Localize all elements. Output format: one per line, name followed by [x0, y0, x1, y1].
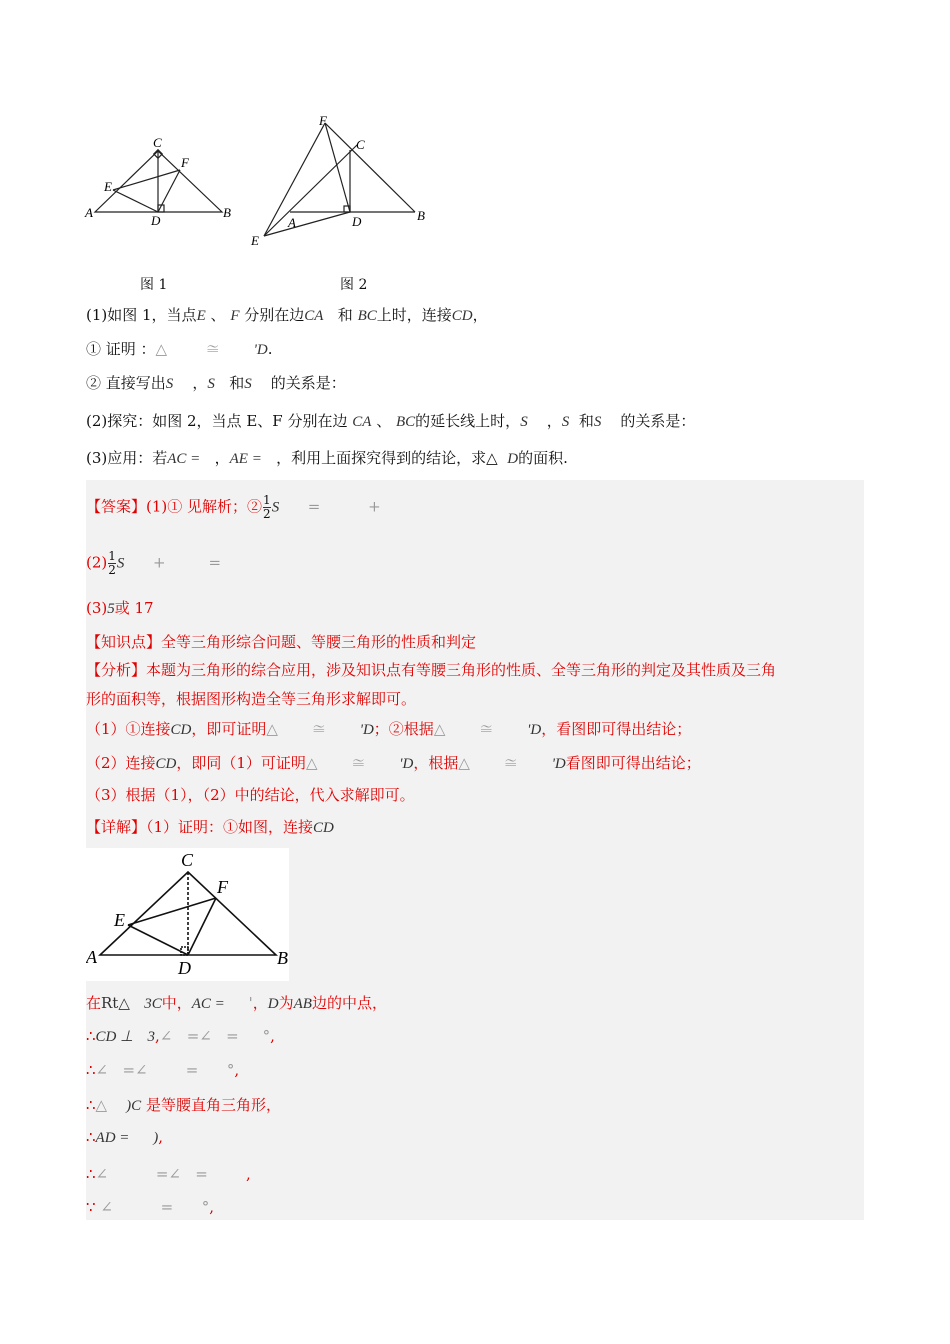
text-fragment: 和: [578, 412, 594, 430]
text-fragment: 和: [229, 374, 245, 392]
text-fragment: 看图即可得出结论；: [565, 754, 701, 772]
text-fragment: =: [226, 1027, 239, 1045]
text-fragment: (3): [86, 599, 108, 617]
text-fragment: CA: [304, 308, 324, 324]
text-fragment: =: [195, 1165, 208, 1183]
question-2: [86, 411, 695, 432]
text-fragment: ，: [472, 306, 488, 324]
label-b: B: [223, 205, 231, 220]
text-fragment: 'D: [359, 722, 374, 738]
text-fragment: D: [267, 996, 279, 1012]
text-fragment: 2: [108, 563, 116, 577]
text-fragment: ，利用上面探究得到的结论，求△: [276, 449, 498, 467]
text-fragment: ': [248, 994, 253, 1012]
text-fragment: =∠: [186, 1027, 212, 1045]
text-fragment: ∴: [86, 1096, 96, 1114]
text-fragment: 、: [210, 306, 226, 324]
text-fragment: (3)应用：若: [86, 449, 168, 467]
text-fragment: °: [201, 1198, 210, 1216]
text-fragment: ，: [214, 449, 230, 467]
text-fragment: ∠: [95, 1061, 109, 1079]
text-fragment: 或 17: [114, 599, 154, 617]
text-fragment: AD =: [95, 1130, 130, 1146]
text-fragment: AE =: [229, 451, 262, 467]
detail-line-7: [86, 1197, 214, 1217]
figure-1: [0, 0, 950, 300]
label-c2: C: [356, 137, 365, 152]
answer-3: [86, 598, 154, 619]
text-fragment: D: [507, 451, 519, 467]
text-fragment: ，: [546, 412, 562, 430]
text-fragment: =: [185, 1061, 199, 1079]
text-fragment: ，即同（1）可证明: [176, 754, 306, 772]
figure-1-caption: 图 1: [140, 277, 168, 293]
analysis-step-1: [86, 719, 691, 740]
detail-line-3: [86, 1060, 239, 1080]
text-fragment: BC: [357, 308, 377, 324]
text-fragment: ② 直接写出: [86, 374, 166, 392]
text-fragment: ≅: [478, 720, 494, 738]
label-e3: E: [114, 910, 125, 930]
text-fragment: ，根据: [413, 754, 459, 772]
text-fragment: ∴: [86, 1027, 96, 1045]
text-fragment: S: [207, 376, 215, 392]
text-fragment: △: [458, 754, 470, 772]
text-fragment: =∠: [122, 1061, 148, 1079]
label-d3: D: [178, 958, 191, 978]
text-fragment: △: [433, 720, 446, 738]
text-fragment: ，看图即可得出结论；: [541, 720, 692, 738]
text-fragment: CD: [313, 820, 334, 836]
text-fragment: +: [368, 497, 381, 516]
detail-line-5: [86, 1127, 163, 1148]
label-f: F: [181, 155, 189, 170]
label-a2: A: [288, 215, 296, 230]
text-fragment: ∠: [159, 1027, 173, 1045]
question-1: [86, 305, 488, 326]
text-fragment: 1: [108, 549, 116, 563]
figure-2-caption: 图 2: [340, 277, 368, 293]
text-fragment: 'D: [253, 342, 268, 358]
text-fragment: ，: [252, 994, 268, 1012]
text-fragment: 'D: [551, 756, 566, 772]
analysis-line-2: 形的面积等，根据图形构造全等三角形求解即可。: [86, 690, 417, 708]
text-fragment: ∵: [86, 1198, 96, 1216]
knowledge-point: 【知识点】全等三角形综合问题、等腰三角形的性质和判定: [86, 633, 477, 651]
text-fragment: 2: [263, 507, 271, 521]
text-fragment: =: [208, 553, 222, 572]
text-fragment: 1: [263, 493, 271, 507]
text-fragment: °: [226, 1061, 235, 1079]
text-fragment: ≅: [503, 754, 519, 772]
label-e: E: [104, 179, 112, 194]
text-fragment: +: [153, 553, 166, 572]
text-fragment: 和: [337, 306, 353, 324]
question-3: [86, 448, 568, 469]
text-fragment: 3: [147, 1029, 156, 1045]
text-fragment: 【详解】（1）证明：①如图，连接: [86, 818, 314, 836]
detail-line-6: [86, 1164, 251, 1184]
text-fragment: 分别在边: [244, 306, 305, 324]
text-fragment: 'D: [399, 756, 414, 772]
text-fragment: 3C: [144, 996, 162, 1012]
text-fragment: △: [155, 340, 168, 358]
analysis-line-1: 【分析】本题为三角形的综合应用，涉及知识点有等腰三角形的性质、全等三角形的判定及其性质及三角: [86, 661, 777, 679]
detail-line-2: [86, 1026, 275, 1047]
label-d: D: [151, 213, 161, 228]
text-fragment: Rt△: [101, 994, 130, 1012]
text-fragment: ∴: [86, 1061, 96, 1079]
text-fragment: ,: [155, 1027, 160, 1045]
label-e2: E: [251, 233, 259, 248]
text-fragment: =: [160, 1198, 174, 1216]
text-fragment: ≅: [205, 340, 221, 358]
text-fragment: ≅: [311, 720, 327, 738]
label-a3: A: [86, 947, 97, 967]
text-fragment: ≅: [350, 754, 366, 772]
text-fragment: ∴: [86, 1165, 96, 1183]
text-fragment: 的关系是：: [620, 412, 696, 430]
text-fragment: 的延长线上时，: [415, 412, 521, 430]
text-fragment: =∠: [155, 1165, 181, 1183]
text-fragment: BC: [396, 414, 416, 430]
answer-2: [86, 550, 221, 577]
text-fragment: AC =: [167, 451, 201, 467]
text-fragment: △: [95, 1096, 108, 1114]
text-fragment: 'D: [527, 722, 542, 738]
question-1b: [86, 373, 346, 394]
text-fragment: CD ⊥: [95, 1029, 134, 1045]
text-fragment: （2）连接: [86, 754, 156, 772]
detail-heading: [86, 817, 334, 838]
text-fragment: =: [307, 497, 321, 516]
text-fragment: ,: [270, 1027, 275, 1045]
answer-1: [86, 494, 381, 521]
text-fragment: S: [593, 414, 602, 430]
text-fragment: 为: [278, 994, 294, 1012]
text-fragment: S: [520, 414, 528, 430]
text-fragment: S: [165, 376, 174, 392]
text-fragment: 在: [86, 994, 102, 1012]
text-fragment: 中，: [161, 994, 192, 1012]
text-fragment: ，: [192, 374, 208, 392]
text-fragment: 【答案】: [86, 497, 147, 516]
text-fragment: 5: [107, 601, 115, 617]
detail-line-4: [86, 1095, 281, 1116]
text-fragment: ∠: [100, 1198, 113, 1216]
text-fragment: CA: [352, 414, 372, 430]
label-c3: C: [181, 850, 194, 870]
text-fragment: (1)如图 1，当点: [86, 306, 197, 324]
label-a: A: [85, 205, 93, 220]
detail-line-1: [86, 993, 387, 1014]
text-fragment: F: [230, 308, 240, 324]
text-fragment: S: [271, 499, 280, 516]
text-fragment: ① 证明 ：: [86, 340, 156, 358]
text-fragment: ,: [158, 1128, 164, 1146]
text-fragment: 的面积.: [518, 449, 568, 467]
text-fragment: ,: [209, 1198, 215, 1216]
text-fragment: )C: [126, 1098, 142, 1114]
text-fragment: (1)① 见解析；②: [146, 497, 263, 516]
text-fragment: △: [266, 720, 278, 738]
text-fragment: △: [305, 754, 318, 772]
label-f2: F: [319, 113, 327, 128]
text-fragment: S: [561, 414, 570, 430]
label-b3: B: [277, 948, 288, 968]
text-fragment: .: [267, 340, 273, 358]
analysis-step-2: [86, 753, 701, 774]
text-fragment: ，即可证明: [191, 720, 267, 738]
text-fragment: S: [116, 555, 125, 572]
label-c: C: [153, 135, 162, 150]
text-fragment: ,: [246, 1165, 251, 1183]
text-fragment: 的关系是：: [270, 374, 346, 392]
text-fragment: ∠: [95, 1165, 109, 1183]
text-fragment: ): [153, 1130, 159, 1146]
label-b2: B: [417, 208, 425, 223]
text-fragment: °: [262, 1027, 271, 1045]
text-fragment: CD: [155, 756, 177, 772]
text-fragment: 是等腰直角三角形，: [145, 1096, 281, 1114]
text-fragment: 上时，连接: [376, 306, 452, 324]
text-fragment: AC =: [191, 996, 225, 1012]
text-fragment: E: [196, 308, 206, 324]
text-fragment: ∴: [86, 1128, 96, 1146]
label-f3: F: [217, 877, 228, 897]
label-d2: D: [352, 214, 362, 229]
text-fragment: (2): [86, 553, 108, 572]
question-1a: [86, 339, 272, 360]
text-fragment: AB: [293, 996, 312, 1012]
text-fragment: S: [244, 376, 252, 392]
text-fragment: （1）①连接: [86, 720, 171, 738]
text-fragment: ,: [234, 1061, 240, 1079]
text-fragment: CD: [451, 308, 473, 324]
figure-3: [86, 848, 289, 981]
text-fragment: ；②根据: [373, 720, 434, 738]
text-fragment: (2)探究：如图 2，当点 E、F 分别在边: [86, 412, 348, 430]
text-fragment: 边的中点，: [311, 994, 387, 1012]
text-fragment: CD: [170, 722, 192, 738]
analysis-step-3: （3）根据（1），（2）中的结论，代入求解即可。: [86, 786, 415, 804]
text-fragment: 、: [376, 412, 392, 430]
